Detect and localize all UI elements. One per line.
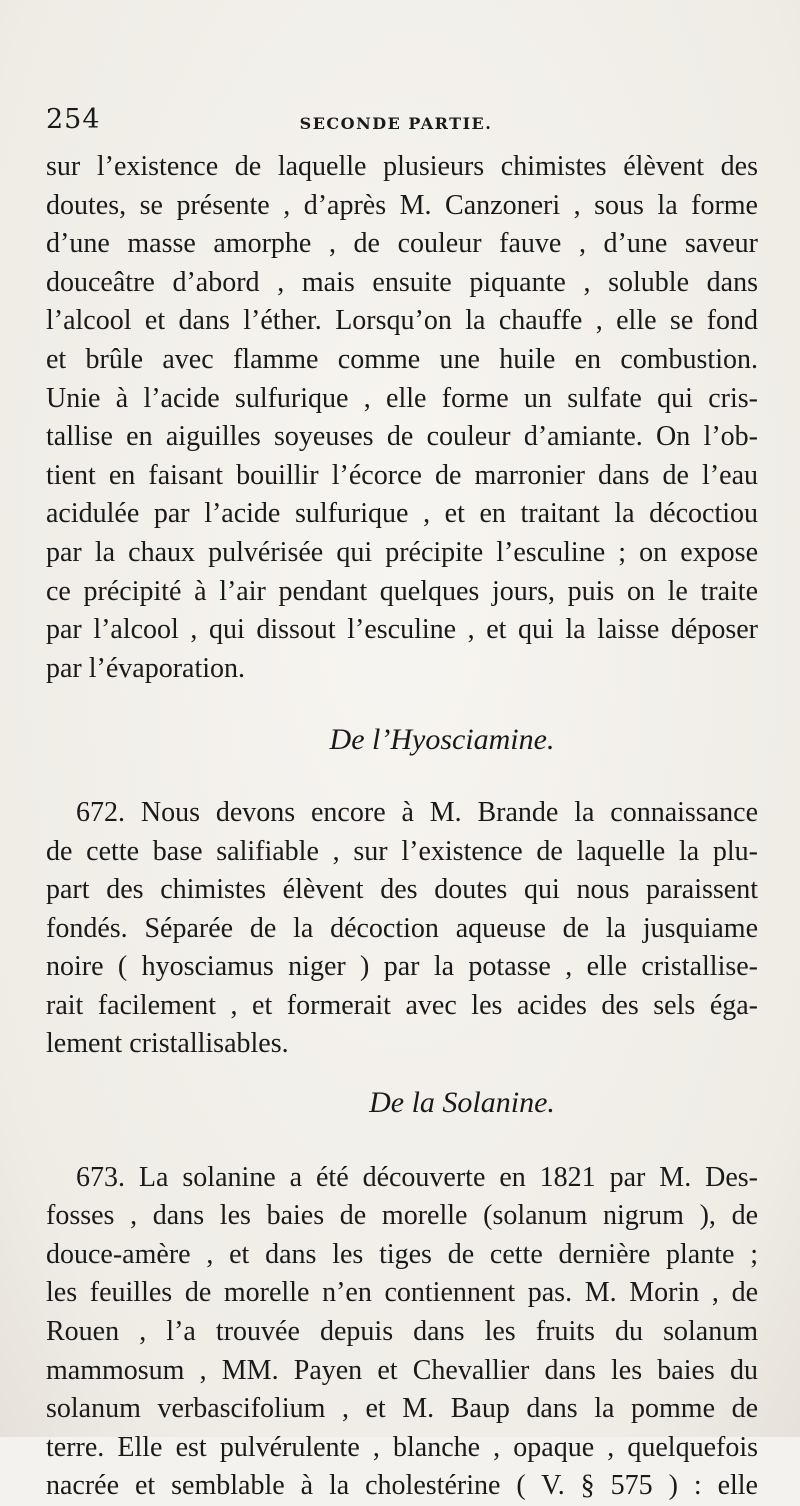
section-heading-hyosciamine: De l’Hyosciamine. (329, 723, 555, 757)
text-line: noire ( hyosciamus niger ) par la potasse , elle cristallise- (46, 951, 758, 983)
page-header (46, 104, 746, 138)
text-line: mammosum , MM. Payen et Chevallier dans les baies du (46, 1354, 758, 1386)
text-line: et brûle avec flamme comme une huile en combustion. (46, 343, 758, 375)
section-heading-solanine: De la Solanine. (369, 1086, 555, 1120)
text-line: tallise en aiguilles soyeuses de couleur d’amiante. On l’ob- (46, 421, 758, 453)
text-line: sur l’existence de laquelle plusieurs chimistes élèvent des (46, 151, 758, 182)
text-line: par l’alcool , qui dissout l’esculine , et qui la laisse déposer (46, 614, 758, 646)
paragraph-hyosciamine (46, 794, 758, 1064)
paragraph-esculine (46, 148, 758, 688)
text-line: l’alcool et dans l’éther. Lorsqu’on la chauffe , elle se fond (46, 305, 758, 337)
text-line: part des chimistes élèvent des doutes qui nous paraissent (46, 874, 758, 906)
text-line: ce précipité à l’air pendant quelques jours, puis on le traite (46, 575, 758, 607)
text-line: doutes, se présente , d’après M. Canzoneri , sous la forme (46, 189, 758, 221)
text-line: douceâtre d’abord , mais ensuite piquante , soluble dans (46, 266, 758, 298)
running-title: SECONDE PARTIE. (299, 114, 493, 133)
text-line: douce-amère , et dans les tiges de cette dernière plante ; (46, 1238, 758, 1270)
text-line: de cette base salifiable , sur l’existence de laquelle la plu- (46, 835, 758, 867)
text-line: 673. La solanine a été découverte en 1821 par M. Des- (76, 1161, 758, 1193)
text-line: nacrée et semblable à la cholestérine ( V. § 575 ) : elle (46, 1470, 758, 1502)
text-line: Unie à l’acide sulfurique , elle forme un sulfate qui cris- (46, 382, 758, 414)
text-line: lement cristallisables. (46, 1028, 289, 1060)
text-line: par la chaux pulvérisée qui précipite l’esculine ; on expose (46, 536, 758, 568)
text-line: tient en faisant bouillir l’écorce de marronier dans de l’eau (46, 459, 758, 491)
text-line: Rouen , l’a trouvée depuis dans les fruits du solanum (46, 1316, 758, 1348)
paragraph-solanine (46, 1159, 758, 1506)
text-line: 672. Nous devons encore à M. Brande la connaissance (76, 796, 758, 828)
text-line: rait facilement , et formerait avec les acides des sels éga- (46, 989, 758, 1021)
text-line: d’une masse amorphe , de couleur fauve , d’une saveur (46, 228, 758, 260)
page-number: 254 (46, 104, 101, 135)
text-line: par l’évaporation. (46, 652, 246, 684)
text-line: acidulée par l’acide sulfurique , et en traitant la décoctiou (46, 498, 758, 530)
text-line: terre. Elle est pulvérulente , blanche , opaque , quelquefois (46, 1431, 758, 1463)
page-body (46, 148, 758, 1506)
text-line: les feuilles de morelle n’en contiennent pas. M. Morin , de (46, 1277, 758, 1309)
text-line: fondés. Séparée de la décoction aqueuse de la jusquiame (46, 912, 758, 944)
text-line: fosses , dans les baies de morelle (solanum nigrum ), de (46, 1200, 758, 1232)
text-line: solanum verbascifolium , et M. Baup dans la pomme de (46, 1393, 758, 1425)
